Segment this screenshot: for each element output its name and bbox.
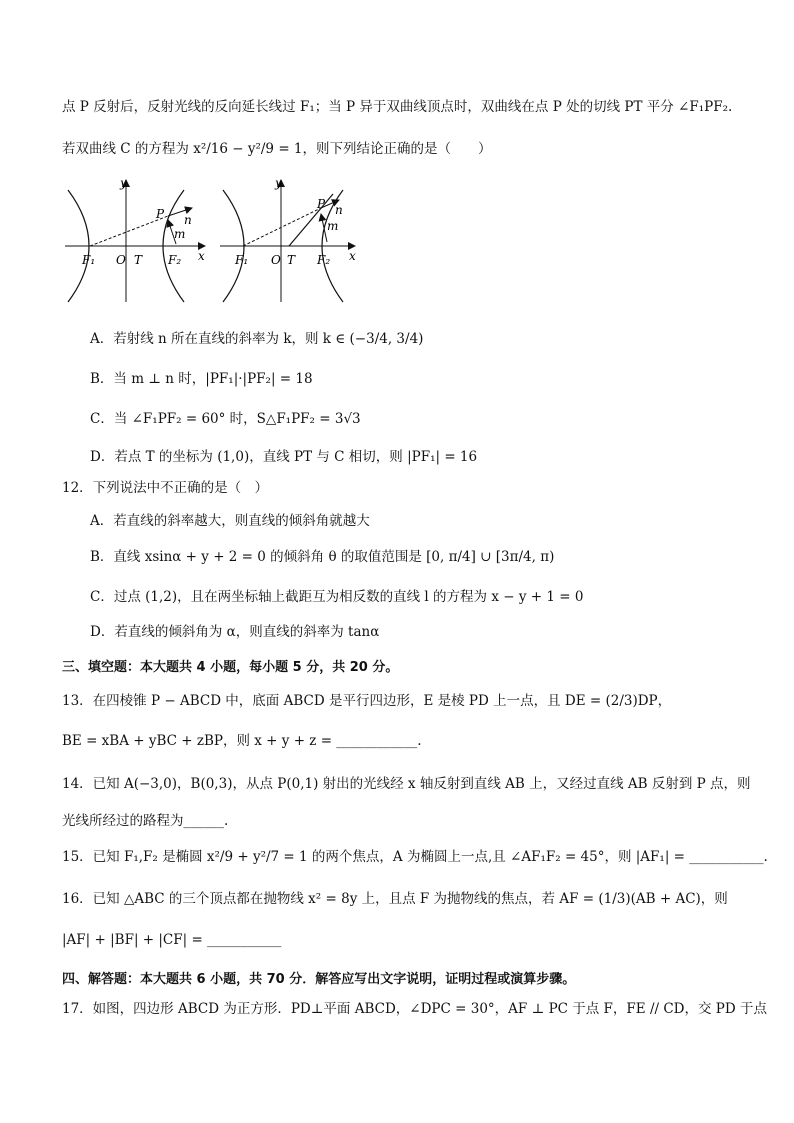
- q11-option-d: D．若点 T 的坐标为 (1,0)，直线 PT 与 C 相切，则 |PF₁| = 16: [90, 449, 478, 465]
- label-y-right: y: [275, 176, 282, 190]
- q17: 17．如图，四边形 ABCD 为正方形．PD⊥平面 ABCD，∠DPC = 30°，AF ⊥ PC 于点 F，FE // CD，交 PD 于点: [62, 1001, 767, 1017]
- label-F1-left: F₁: [82, 253, 96, 267]
- label-F1-right: F₁: [235, 253, 249, 267]
- label-F2-left: F₂: [168, 253, 182, 267]
- label-x-left: x: [198, 249, 205, 263]
- hyperbola-figure: [60, 172, 360, 311]
- q11-line2: 若双曲线 C 的方程为 x²/16 − y²/9 = 1，则下列结论正确的是（ ）: [62, 141, 492, 157]
- q12-option-a: A．若直线的斜率越大，则直线的倾斜角就越大: [90, 513, 370, 529]
- label-n-right: n: [335, 203, 343, 217]
- diagram-right: [220, 176, 356, 302]
- q11-option-a: A．若射线 n 所在直线的斜率为 k，则 k ∈ (−3/4, 3/4): [90, 331, 424, 347]
- label-m-right: m: [327, 219, 339, 233]
- label-P-right: P: [317, 197, 326, 211]
- q12-option-d: D．若直线的倾斜角为 α，则直线的斜率为 tanα: [90, 624, 380, 640]
- q12-stem: 12．下列说法中不正确的是（ ）: [62, 480, 269, 496]
- q15: 15．已知 F₁,F₂ 是椭圆 x²/9 + y²/7 = 1 的两个焦点，A 为椭圆上一点,且 ∠AF₁F₂ = 45°，则 |AF₁| = ___________.: [62, 849, 768, 865]
- q11-option-b: B．当 m ⊥ n 时，|PF₁|·|PF₂| = 18: [90, 371, 313, 387]
- q14-line1: 14．已知 A(−3,0)，B(0,3)，从点 P(0,1) 射出的光线经 x 轴反射到直线 AB 上，又经过直线 AB 反射到 P 点，则: [62, 776, 751, 792]
- q16-line1: 16．已知 △ABC 的三个顶点都在抛物线 x² = 8y 上，且点 F 为抛物线的焦点，若 AF = (1/3)(AB + AC)，则: [62, 891, 728, 907]
- label-T-left: T: [134, 253, 143, 267]
- q14-line2: 光线所经过的路程为______.: [62, 813, 229, 829]
- q12-option-c: C．过点 (1,2)，且在两坐标轴上截距互为相反数的直线 l 的方程为 x − y + 1 = 0: [90, 589, 584, 605]
- q12-option-b: B．直线 xsinα + y + 2 = 0 的倾斜角 θ 的取值范围是 [0, π/4] ∪ [3π/4, π): [90, 549, 555, 565]
- hyperbola-diagrams: [60, 172, 360, 307]
- label-y-left: y: [120, 176, 127, 190]
- dashed-line-right: [243, 208, 321, 246]
- label-x-right: x: [349, 249, 356, 263]
- q16-line2: |AF| + |BF| + |CF| = ___________: [62, 932, 282, 948]
- section-3-heading: 三、填空题：本大题共 4 小题，每小题 5 分，共 20 分。: [62, 660, 399, 675]
- label-F2-right: F₂: [317, 253, 331, 267]
- q13-line1: 13．在四棱锥 P − ABCD 中，底面 ABCD 是平行四边形，E 是棱 PD 上一点，且 DE = (2/3)DP，: [62, 693, 672, 709]
- label-O-left: O: [116, 253, 126, 267]
- q13-line2: BE = xBA + yBC + zBP，则 x + y + z = ____________.: [62, 733, 422, 749]
- q11-line1: 点 P 反射后，反射光线的反向延长线过 F₁；当 P 异于双曲线顶点时，双曲线在点 P 处的切线 PT 平分 ∠F₁PF₂.: [62, 99, 733, 115]
- label-P-left: P: [156, 207, 165, 221]
- label-m-left: m: [174, 227, 186, 241]
- label-n-left: n: [184, 213, 192, 227]
- label-O-right: O: [271, 253, 281, 267]
- label-T-right: T: [287, 253, 296, 267]
- section-4-heading: 四、解答题：本大题共 6 小题，共 70 分．解答应写出文字说明，证明过程或演算步骤。: [62, 972, 576, 987]
- q11-option-c: C．当 ∠F₁PF₂ = 60° 时，S△F₁PF₂ = 3√3: [90, 411, 361, 427]
- diagram-left: [65, 176, 205, 302]
